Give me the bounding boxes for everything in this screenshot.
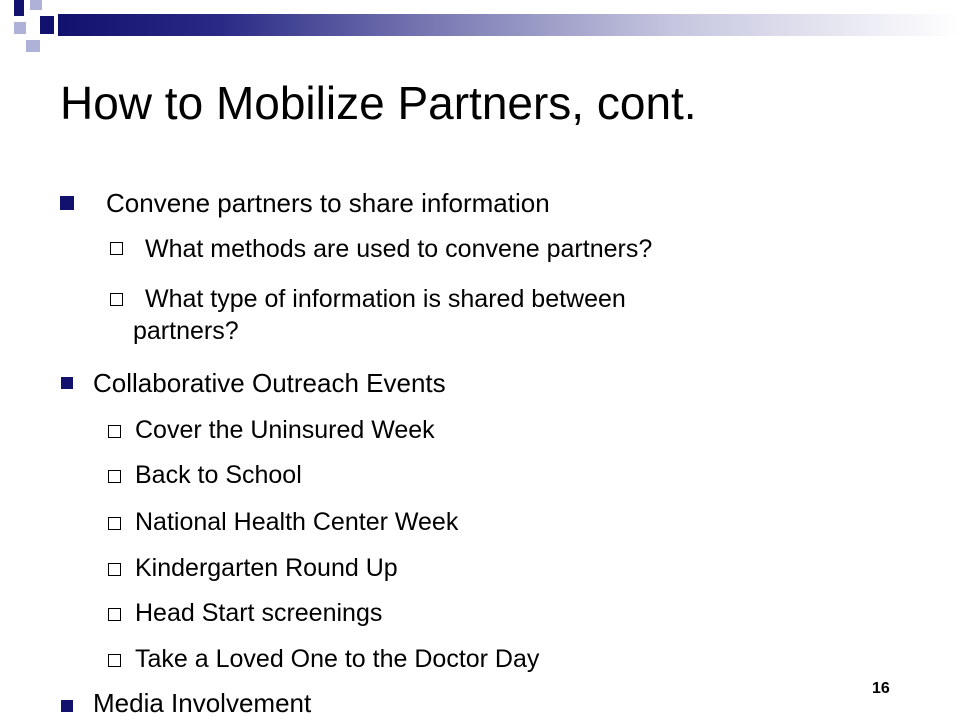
sub-bullet-text: Kindergarten Round Up bbox=[135, 554, 398, 582]
header-square-decoration bbox=[26, 40, 40, 52]
sub-bullet-hollow-square-icon bbox=[110, 242, 123, 255]
sub-bullet-hollow-square-icon bbox=[110, 293, 123, 306]
sub-bullet-hollow-square-icon bbox=[108, 517, 121, 530]
header-square-decoration bbox=[14, 22, 26, 34]
sub-bullet-text: What type of information is shared between bbox=[145, 285, 626, 313]
sub-bullet-text: What methods are used to convene partners? bbox=[145, 235, 653, 263]
header-square-decoration bbox=[40, 16, 54, 34]
bullet-square-icon bbox=[60, 196, 74, 210]
sub-bullet-text: Take a Loved One to the Doctor Day bbox=[135, 645, 540, 673]
bullet-text: Media Involvement bbox=[93, 688, 312, 718]
sub-bullet-text-continuation: partners? bbox=[133, 317, 239, 345]
bullet-square-icon bbox=[61, 377, 73, 389]
sub-bullet-text: National Health Center Week bbox=[135, 508, 459, 536]
sub-bullet-hollow-square-icon bbox=[108, 425, 121, 438]
sub-bullet-hollow-square-icon bbox=[108, 470, 121, 483]
bullet-square-icon bbox=[61, 700, 73, 712]
page-number: 16 bbox=[872, 680, 890, 697]
sub-bullet-text: Cover the Uninsured Week bbox=[135, 416, 435, 444]
header-square-decoration bbox=[14, 0, 24, 16]
sub-bullet-hollow-square-icon bbox=[108, 563, 121, 576]
bullet-text: Collaborative Outreach Events bbox=[93, 368, 446, 398]
sub-bullet-text: Head Start screenings bbox=[135, 599, 383, 627]
header-square-decoration bbox=[30, 0, 42, 10]
sub-bullet-hollow-square-icon bbox=[108, 608, 121, 621]
sub-bullet-hollow-square-icon bbox=[108, 654, 121, 667]
header-gradient-bar bbox=[58, 14, 960, 36]
slide-title: How to Mobilize Partners, cont. bbox=[60, 77, 697, 129]
sub-bullet-text: Back to School bbox=[135, 461, 302, 489]
bullet-text: Convene partners to share information bbox=[106, 188, 550, 218]
